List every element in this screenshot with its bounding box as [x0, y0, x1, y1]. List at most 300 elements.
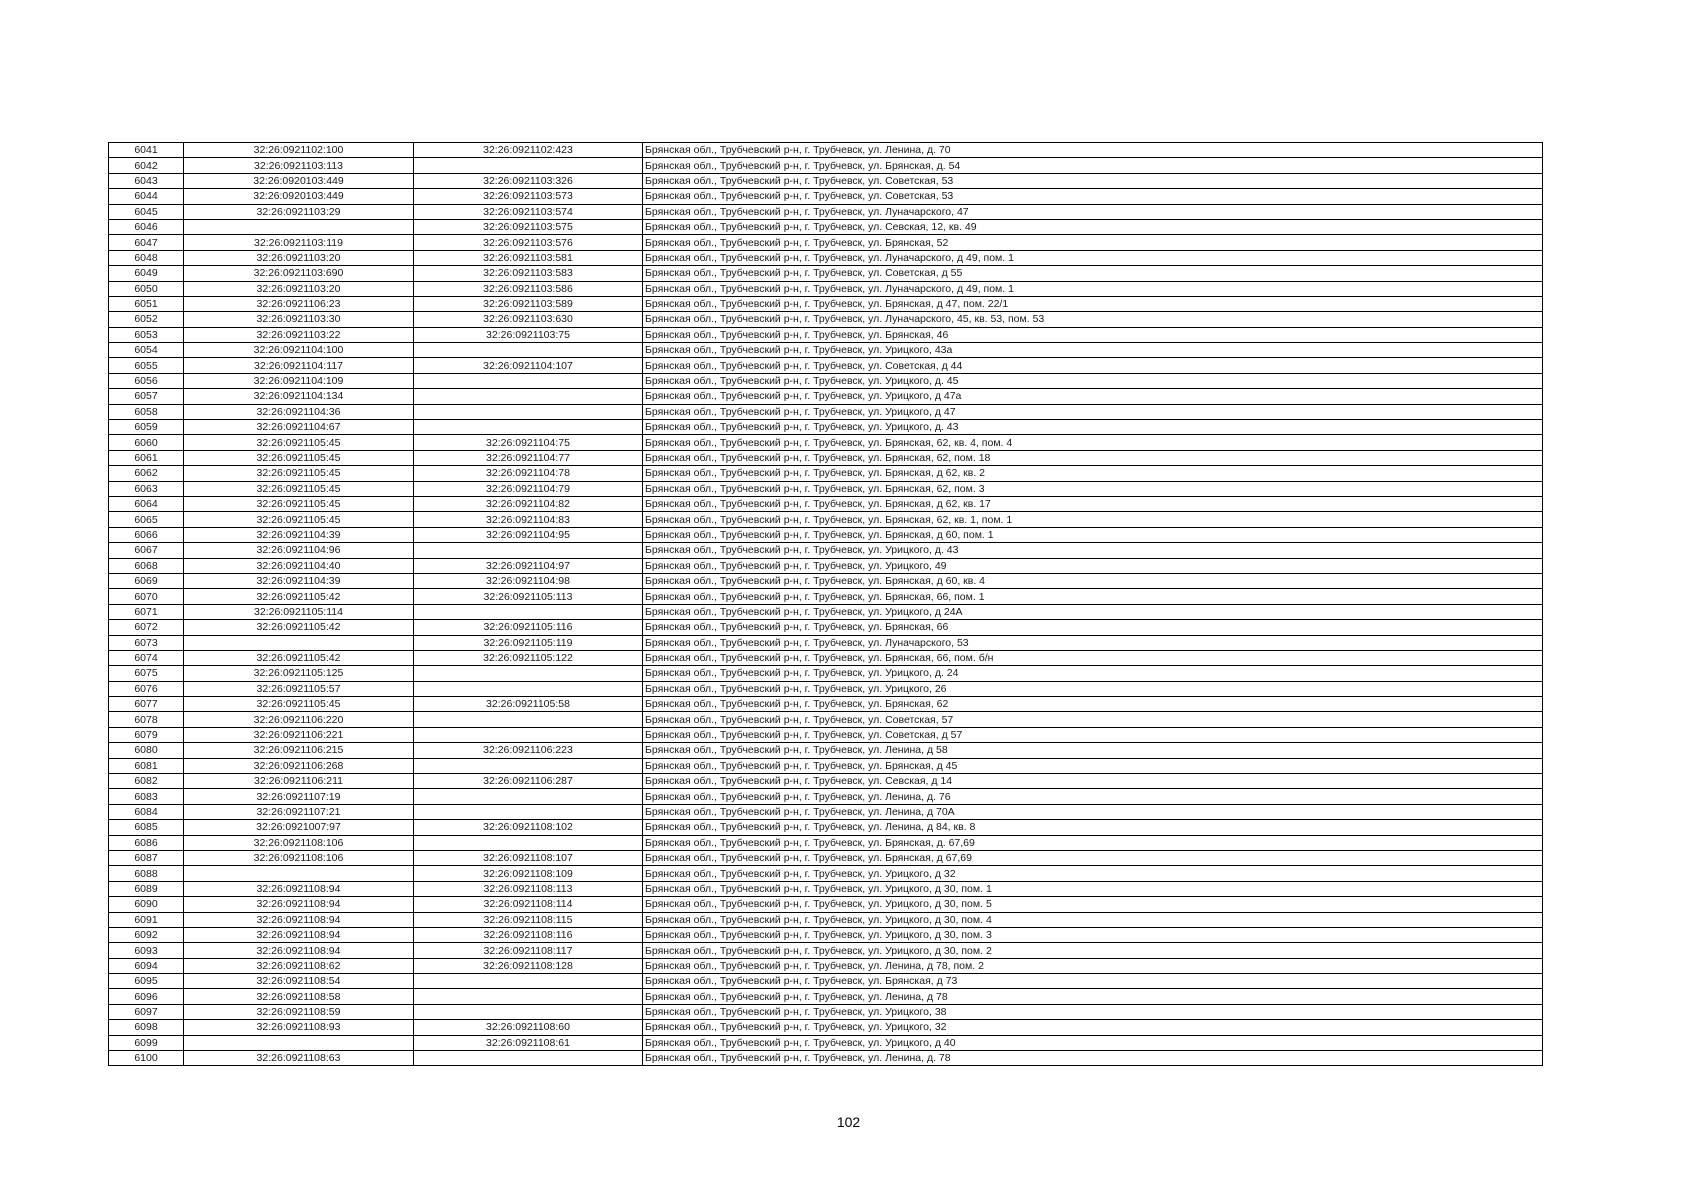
land-plot-cadastral-number-cell: 32:26:0921105:45: [184, 496, 414, 511]
building-cadastral-number-cell: [414, 789, 643, 804]
building-cadastral-number-cell: 32:26:0921108:113: [414, 881, 643, 896]
building-cadastral-number-cell: [414, 835, 643, 850]
table-row: [109, 666, 1543, 681]
building-cadastral-number-cell: 32:26:0921108:102: [414, 820, 643, 835]
address-cell: Брянская обл., Трубчевский р-н, г. Трубчевск, ул. Брянская, 46: [643, 327, 1543, 342]
row-number-cell: 6067: [109, 543, 184, 558]
address-cell: Брянская обл., Трубчевский р-н, г. Трубчевск, ул. Урицкого, 38: [643, 1004, 1543, 1019]
address-cell: Брянская обл., Трубчевский р-н, г. Трубчевск, ул. Брянская, 62, кв. 4, пом. 4: [643, 435, 1543, 450]
table-row: [109, 850, 1543, 865]
address-cell: Брянская обл., Трубчевский р-н, г. Трубчевск, ул. Брянская, 62: [643, 697, 1543, 712]
land-plot-cadastral-number-cell: 32:26:0921106:215: [184, 743, 414, 758]
land-plot-cadastral-number-cell: 32:26:0921105:114: [184, 604, 414, 619]
land-plot-cadastral-number-cell: 32:26:0921105:57: [184, 681, 414, 696]
address-cell: Брянская обл., Трубчевский р-н, г. Трубчевск, ул. Ленина, д 78: [643, 989, 1543, 1004]
row-number-cell: 6075: [109, 666, 184, 681]
row-number-cell: 6092: [109, 927, 184, 942]
land-plot-cadastral-number-cell: 32:26:0921105:42: [184, 589, 414, 604]
address-cell: Брянская обл., Трубчевский р-н, г. Трубчевск, ул. Ленина, д 84, кв. 8: [643, 820, 1543, 835]
row-number-cell: 6096: [109, 989, 184, 1004]
row-number-cell: 6094: [109, 958, 184, 973]
row-number-cell: 6043: [109, 173, 184, 188]
building-cadastral-number-cell: [414, 974, 643, 989]
row-number-cell: 6078: [109, 712, 184, 727]
table-row: [109, 420, 1543, 435]
table-row: [109, 866, 1543, 881]
address-cell: Брянская обл., Трубчевский р-н, г. Трубчевск, ул. Урицкого, 43а: [643, 343, 1543, 358]
table-row: [109, 389, 1543, 404]
address-cell: Брянская обл., Трубчевский р-н, г. Трубчевск, ул. Севская, 12, кв. 49: [643, 219, 1543, 234]
table-row: [109, 558, 1543, 573]
building-cadastral-number-cell: 32:26:0921104:83: [414, 512, 643, 527]
table-row: [109, 897, 1543, 912]
address-cell: Брянская обл., Трубчевский р-н, г. Трубчевск, ул. Урицкого, д 30, пом. 2: [643, 943, 1543, 958]
building-cadastral-number-cell: 32:26:0921108:107: [414, 850, 643, 865]
row-number-cell: 6047: [109, 235, 184, 250]
land-plot-cadastral-number-cell: 32:26:0921103:119: [184, 235, 414, 250]
land-plot-cadastral-number-cell: 32:26:0921105:125: [184, 666, 414, 681]
land-plot-cadastral-number-cell: 32:26:0921108:54: [184, 974, 414, 989]
land-plot-cadastral-number-cell: 32:26:0921104:40: [184, 558, 414, 573]
address-cell: Брянская обл., Трубчевский р-н, г. Трубчевск, ул. Брянская, д. 67,69: [643, 835, 1543, 850]
building-cadastral-number-cell: 32:26:0921108:115: [414, 912, 643, 927]
table-row: [109, 466, 1543, 481]
address-cell: Брянская обл., Трубчевский р-н, г. Трубчевск, ул. Ленина, д 70А: [643, 804, 1543, 819]
address-cell: Брянская обл., Трубчевский р-н, г. Трубчевск, ул. Брянская, 62, пом. 3: [643, 481, 1543, 496]
row-number-cell: 6057: [109, 389, 184, 404]
address-cell: Брянская обл., Трубчевский р-н, г. Трубчевск, ул. Урицкого, д 30, пом. 4: [643, 912, 1543, 927]
table-row: [109, 943, 1543, 958]
row-number-cell: 6053: [109, 327, 184, 342]
address-cell: Брянская обл., Трубчевский р-н, г. Трубчевск, ул. Советская, 57: [643, 712, 1543, 727]
building-cadastral-number-cell: 32:26:0921104:97: [414, 558, 643, 573]
land-plot-cadastral-number-cell: 32:26:0921108:106: [184, 835, 414, 850]
address-cell: Брянская обл., Трубчевский р-н, г. Трубчевск, ул. Брянская, д 47, пом. 22/1: [643, 296, 1543, 311]
table-row: [109, 527, 1543, 542]
row-number-cell: 6056: [109, 373, 184, 388]
land-plot-cadastral-number-cell: 32:26:0921105:45: [184, 466, 414, 481]
page-number: 102: [836, 1114, 861, 1130]
land-plot-cadastral-number-cell: 32:26:0921108:59: [184, 1004, 414, 1019]
building-cadastral-number-cell: 32:26:0921103:573: [414, 189, 643, 204]
building-cadastral-number-cell: [414, 158, 643, 173]
row-number-cell: 6082: [109, 774, 184, 789]
building-cadastral-number-cell: 32:26:0921106:287: [414, 774, 643, 789]
land-plot-cadastral-number-cell: 32:26:0921105:45: [184, 481, 414, 496]
table-row: [109, 327, 1543, 342]
row-number-cell: 6071: [109, 604, 184, 619]
row-number-cell: 6079: [109, 727, 184, 742]
row-number-cell: 6087: [109, 850, 184, 865]
address-cell: Брянская обл., Трубчевский р-н, г. Трубчевск, ул. Луначарского, 45, кв. 53, пом. 53: [643, 312, 1543, 327]
building-cadastral-number-cell: [414, 681, 643, 696]
land-plot-cadastral-number-cell: 32:26:0921103:20: [184, 250, 414, 265]
land-plot-cadastral-number-cell: 32:26:0921106:23: [184, 296, 414, 311]
row-number-cell: 6093: [109, 943, 184, 958]
table-row: [109, 481, 1543, 496]
row-number-cell: 6076: [109, 681, 184, 696]
table-row: [109, 496, 1543, 511]
row-number-cell: 6090: [109, 897, 184, 912]
row-number-cell: 6065: [109, 512, 184, 527]
address-cell: Брянская обл., Трубчевский р-н, г. Трубчевск, ул. Урицкого, д 32: [643, 866, 1543, 881]
address-cell: Брянская обл., Трубчевский р-н, г. Трубчевск, ул. Урицкого, д 30, пом. 5: [643, 897, 1543, 912]
address-cell: Брянская обл., Трубчевский р-н, г. Трубчевск, ул. Ленина, д. 70: [643, 143, 1543, 158]
row-number-cell: 6085: [109, 820, 184, 835]
table-row: [109, 312, 1543, 327]
land-plot-cadastral-number-cell: 32:26:0921108:58: [184, 989, 414, 1004]
address-cell: Брянская обл., Трубчевский р-н, г. Трубчевск, ул. Брянская, 66: [643, 620, 1543, 635]
table-row: [109, 158, 1543, 173]
building-cadastral-number-cell: 32:26:0921103:576: [414, 235, 643, 250]
building-cadastral-number-cell: 32:26:0921106:223: [414, 743, 643, 758]
table-row: [109, 804, 1543, 819]
land-plot-cadastral-number-cell: 32:26:0921104:117: [184, 358, 414, 373]
address-cell: Брянская обл., Трубчевский р-н, г. Трубчевск, ул. Луначарского, 47: [643, 204, 1543, 219]
table-row: [109, 281, 1543, 296]
land-plot-cadastral-number-cell: 32:26:0921108:94: [184, 927, 414, 942]
table-row: [109, 358, 1543, 373]
address-cell: Брянская обл., Трубчевский р-н, г. Трубчевск, ул. Советская, д 57: [643, 727, 1543, 742]
table-row: [109, 835, 1543, 850]
land-plot-cadastral-number-cell: 32:26:0921104:67: [184, 420, 414, 435]
building-cadastral-number-cell: 32:26:0921104:98: [414, 573, 643, 588]
land-plot-cadastral-number-cell: 32:26:0921108:63: [184, 1051, 414, 1066]
table-row: [109, 512, 1543, 527]
row-number-cell: 6068: [109, 558, 184, 573]
row-number-cell: 6100: [109, 1051, 184, 1066]
table-row: [109, 743, 1543, 758]
building-cadastral-number-cell: 32:26:0921103:583: [414, 266, 643, 281]
row-number-cell: 6083: [109, 789, 184, 804]
row-number-cell: 6088: [109, 866, 184, 881]
building-cadastral-number-cell: [414, 712, 643, 727]
building-cadastral-number-cell: [414, 804, 643, 819]
row-number-cell: 6042: [109, 158, 184, 173]
address-cell: Брянская обл., Трубчевский р-н, г. Трубчевск, ул. Брянская, д. 54: [643, 158, 1543, 173]
table-row: [109, 435, 1543, 450]
table-row: [109, 219, 1543, 234]
table-row: [109, 958, 1543, 973]
land-plot-cadastral-number-cell: 32:26:0921108:94: [184, 881, 414, 896]
table-row: [109, 650, 1543, 665]
building-cadastral-number-cell: 32:26:0921104:79: [414, 481, 643, 496]
address-cell: Брянская обл., Трубчевский р-н, г. Трубчевск, ул. Брянская, 66, пом. 1: [643, 589, 1543, 604]
building-cadastral-number-cell: 32:26:0921108:116: [414, 927, 643, 942]
land-plot-cadastral-number-cell: 32:26:0921103:29: [184, 204, 414, 219]
address-cell: Брянская обл., Трубчевский р-н, г. Трубчевск, ул. Брянская, д 60, пом. 1: [643, 527, 1543, 542]
row-number-cell: 6050: [109, 281, 184, 296]
land-plot-cadastral-number-cell: 32:26:0921106:268: [184, 758, 414, 773]
address-cell: Брянская обл., Трубчевский р-н, г. Трубчевск, ул. Урицкого, д 24А: [643, 604, 1543, 619]
row-number-cell: 6098: [109, 1020, 184, 1035]
building-cadastral-number-cell: 32:26:0921108:60: [414, 1020, 643, 1035]
row-number-cell: 6099: [109, 1035, 184, 1050]
building-cadastral-number-cell: 32:26:0921104:82: [414, 496, 643, 511]
land-plot-cadastral-number-cell: 32:26:0921104:36: [184, 404, 414, 419]
address-cell: Брянская обл., Трубчевский р-н, г. Трубчевск, ул. Урицкого, д 40: [643, 1035, 1543, 1050]
land-plot-cadastral-number-cell: 32:26:0921105:42: [184, 620, 414, 635]
building-cadastral-number-cell: 32:26:0921102:423: [414, 143, 643, 158]
table-row: [109, 681, 1543, 696]
row-number-cell: 6074: [109, 650, 184, 665]
land-plot-cadastral-number-cell: 32:26:0921104:100: [184, 343, 414, 358]
building-cadastral-number-cell: 32:26:0921103:574: [414, 204, 643, 219]
row-number-cell: 6066: [109, 527, 184, 542]
table-row: [109, 881, 1543, 896]
table-row: [109, 250, 1543, 265]
table-row: [109, 143, 1543, 158]
address-cell: Брянская обл., Трубчевский р-н, г. Трубчевск, ул. Советская, 53: [643, 173, 1543, 188]
table-row: [109, 189, 1543, 204]
row-number-cell: 6097: [109, 1004, 184, 1019]
table-row: [109, 1004, 1543, 1019]
building-cadastral-number-cell: 32:26:0921104:75: [414, 435, 643, 450]
building-cadastral-number-cell: 32:26:0921103:326: [414, 173, 643, 188]
table-row: [109, 620, 1543, 635]
table-row: [109, 604, 1543, 619]
table-row: [109, 204, 1543, 219]
land-plot-cadastral-number-cell: 32:26:0921007:97: [184, 820, 414, 835]
address-cell: Брянская обл., Трубчевский р-н, г. Трубчевск, ул. Брянская, д 62, кв. 17: [643, 496, 1543, 511]
row-number-cell: 6055: [109, 358, 184, 373]
table-row: [109, 404, 1543, 419]
address-cell: Брянская обл., Трубчевский р-н, г. Трубчевск, ул. Урицкого, д. 43: [643, 543, 1543, 558]
table-row: [109, 173, 1543, 188]
building-cadastral-number-cell: 32:26:0921105:58: [414, 697, 643, 712]
building-cadastral-number-cell: 32:26:0921108:114: [414, 897, 643, 912]
building-cadastral-number-cell: [414, 404, 643, 419]
land-plot-cadastral-number-cell: 32:26:0921104:39: [184, 573, 414, 588]
building-cadastral-number-cell: 32:26:0921108:61: [414, 1035, 643, 1050]
land-plot-cadastral-number-cell: 32:26:0920103:449: [184, 189, 414, 204]
address-cell: Брянская обл., Трубчевский р-н, г. Трубчевск, ул. Советская, д 44: [643, 358, 1543, 373]
building-cadastral-number-cell: 32:26:0921108:128: [414, 958, 643, 973]
building-cadastral-number-cell: [414, 1051, 643, 1066]
building-cadastral-number-cell: [414, 758, 643, 773]
building-cadastral-number-cell: 32:26:0921105:119: [414, 635, 643, 650]
land-plot-cadastral-number-cell: 32:26:0921103:20: [184, 281, 414, 296]
address-cell: Брянская обл., Трубчевский р-н, г. Трубчевск, ул. Брянская, 52: [643, 235, 1543, 250]
land-plot-cadastral-number-cell: [184, 219, 414, 234]
address-cell: Брянская обл., Трубчевский р-н, г. Трубчевск, ул. Брянская, д 67,69: [643, 850, 1543, 865]
address-cell: Брянская обл., Трубчевский р-н, г. Трубчевск, ул. Луначарского, 53: [643, 635, 1543, 650]
building-cadastral-number-cell: [414, 373, 643, 388]
building-cadastral-number-cell: 32:26:0921108:109: [414, 866, 643, 881]
building-cadastral-number-cell: 32:26:0921103:589: [414, 296, 643, 311]
land-plot-cadastral-number-cell: 32:26:0921108:93: [184, 1020, 414, 1035]
land-plot-cadastral-number-cell: 32:26:0921106:211: [184, 774, 414, 789]
row-number-cell: 6091: [109, 912, 184, 927]
building-cadastral-number-cell: 32:26:0921103:575: [414, 219, 643, 234]
row-number-cell: 6063: [109, 481, 184, 496]
address-cell: Брянская обл., Трубчевский р-н, г. Трубчевск, ул. Урицкого, 32: [643, 1020, 1543, 1035]
building-cadastral-number-cell: [414, 727, 643, 742]
table-row: [109, 573, 1543, 588]
land-plot-cadastral-number-cell: 32:26:0921105:45: [184, 512, 414, 527]
address-cell: Брянская обл., Трубчевский р-н, г. Трубчевск, ул. Урицкого, д 47: [643, 404, 1543, 419]
row-number-cell: 6070: [109, 589, 184, 604]
row-number-cell: 6059: [109, 420, 184, 435]
table-row: [109, 758, 1543, 773]
address-cell: Брянская обл., Трубчевский р-н, г. Трубчевск, ул. Урицкого, д. 45: [643, 373, 1543, 388]
table-row: [109, 296, 1543, 311]
address-cell: Брянская обл., Трубчевский р-н, г. Трубчевск, ул. Брянская, 66, пом. б/н: [643, 650, 1543, 665]
building-cadastral-number-cell: [414, 420, 643, 435]
row-number-cell: 6084: [109, 804, 184, 819]
land-plot-cadastral-number-cell: 32:26:0921108:94: [184, 943, 414, 958]
address-cell: Брянская обл., Трубчевский р-н, г. Трубчевск, ул. Советская, д 55: [643, 266, 1543, 281]
land-plot-cadastral-number-cell: [184, 866, 414, 881]
row-number-cell: 6072: [109, 620, 184, 635]
land-plot-cadastral-number-cell: 32:26:0921104:39: [184, 527, 414, 542]
table-row: [109, 343, 1543, 358]
table-row: [109, 1051, 1543, 1066]
table-row: [109, 543, 1543, 558]
row-number-cell: 6044: [109, 189, 184, 204]
table-row: [109, 820, 1543, 835]
land-plot-cadastral-number-cell: 32:26:0921106:220: [184, 712, 414, 727]
table-row: [109, 1020, 1543, 1035]
table-row: [109, 373, 1543, 388]
row-number-cell: 6062: [109, 466, 184, 481]
row-number-cell: 6089: [109, 881, 184, 896]
address-cell: Брянская обл., Трубчевский р-н, г. Трубчевск, ул. Ленина, д 58: [643, 743, 1543, 758]
address-cell: Брянская обл., Трубчевский р-н, г. Трубчевск, ул. Брянская, д 60, кв. 4: [643, 573, 1543, 588]
address-cell: Брянская обл., Трубчевский р-н, г. Трубчевск, ул. Севская, д 14: [643, 774, 1543, 789]
row-number-cell: 6081: [109, 758, 184, 773]
row-number-cell: 6041: [109, 143, 184, 158]
building-cadastral-number-cell: 32:26:0921103:75: [414, 327, 643, 342]
land-plot-cadastral-number-cell: [184, 635, 414, 650]
building-cadastral-number-cell: 32:26:0921105:122: [414, 650, 643, 665]
building-cadastral-number-cell: 32:26:0921105:113: [414, 589, 643, 604]
land-plot-cadastral-number-cell: 32:26:0921105:42: [184, 650, 414, 665]
table-row: [109, 712, 1543, 727]
land-plot-cadastral-number-cell: 32:26:0921105:45: [184, 450, 414, 465]
address-cell: Брянская обл., Трубчевский р-н, г. Трубчевск, ул. Урицкого, 26: [643, 681, 1543, 696]
row-number-cell: 6069: [109, 573, 184, 588]
building-cadastral-number-cell: [414, 666, 643, 681]
row-number-cell: 6048: [109, 250, 184, 265]
row-number-cell: 6058: [109, 404, 184, 419]
row-number-cell: 6073: [109, 635, 184, 650]
cadastral-register-table: [108, 142, 1543, 1066]
table-row: [109, 927, 1543, 942]
register-table-body: [109, 143, 1543, 1066]
row-number-cell: 6080: [109, 743, 184, 758]
row-number-cell: 6046: [109, 219, 184, 234]
land-plot-cadastral-number-cell: 32:26:0921107:21: [184, 804, 414, 819]
row-number-cell: 6051: [109, 296, 184, 311]
address-cell: Брянская обл., Трубчевский р-н, г. Трубчевск, ул. Урицкого, д 30, пом. 1: [643, 881, 1543, 896]
land-plot-cadastral-number-cell: 32:26:0921108:94: [184, 897, 414, 912]
land-plot-cadastral-number-cell: 32:26:0921104:134: [184, 389, 414, 404]
table-row: [109, 697, 1543, 712]
address-cell: Брянская обл., Трубчевский р-н, г. Трубчевск, ул. Брянская, 62, кв. 1, пом. 1: [643, 512, 1543, 527]
address-cell: Брянская обл., Трубчевский р-н, г. Трубчевск, ул. Луначарского, д 49, пом. 1: [643, 281, 1543, 296]
building-cadastral-number-cell: [414, 604, 643, 619]
table-row: [109, 774, 1543, 789]
building-cadastral-number-cell: 32:26:0921103:586: [414, 281, 643, 296]
row-number-cell: 6095: [109, 974, 184, 989]
building-cadastral-number-cell: 32:26:0921105:116: [414, 620, 643, 635]
land-plot-cadastral-number-cell: 32:26:0921108:62: [184, 958, 414, 973]
row-number-cell: 6086: [109, 835, 184, 850]
address-cell: Брянская обл., Трубчевский р-н, г. Трубчевск, ул. Брянская, д 62, кв. 2: [643, 466, 1543, 481]
address-cell: Брянская обл., Трубчевский р-н, г. Трубчевск, ул. Урицкого, д. 24: [643, 666, 1543, 681]
table-row: [109, 727, 1543, 742]
row-number-cell: 6052: [109, 312, 184, 327]
building-cadastral-number-cell: 32:26:0921108:117: [414, 943, 643, 958]
land-plot-cadastral-number-cell: 32:26:0921107:19: [184, 789, 414, 804]
building-cadastral-number-cell: [414, 1004, 643, 1019]
land-plot-cadastral-number-cell: 32:26:0921103:690: [184, 266, 414, 281]
table-row: [109, 789, 1543, 804]
table-row: [109, 266, 1543, 281]
building-cadastral-number-cell: [414, 989, 643, 1004]
land-plot-cadastral-number-cell: 32:26:0920103:449: [184, 173, 414, 188]
land-plot-cadastral-number-cell: 32:26:0921105:45: [184, 435, 414, 450]
table-row: [109, 450, 1543, 465]
address-cell: Брянская обл., Трубчевский р-н, г. Трубчевск, ул. Урицкого, 49: [643, 558, 1543, 573]
table-row: [109, 235, 1543, 250]
address-cell: Брянская обл., Трубчевский р-н, г. Трубчевск, ул. Ленина, д 78, пом. 2: [643, 958, 1543, 973]
row-number-cell: 6064: [109, 496, 184, 511]
table-row: [109, 989, 1543, 1004]
address-cell: Брянская обл., Трубчевский р-н, г. Трубчевск, ул. Урицкого, д. 43: [643, 420, 1543, 435]
table-row: [109, 974, 1543, 989]
address-cell: Брянская обл., Трубчевский р-н, г. Трубчевск, ул. Урицкого, д 30, пом. 3: [643, 927, 1543, 942]
address-cell: Брянская обл., Трубчевский р-н, г. Трубчевск, ул. Урицкого, д 47а: [643, 389, 1543, 404]
table-row: [109, 589, 1543, 604]
row-number-cell: 6060: [109, 435, 184, 450]
land-plot-cadastral-number-cell: 32:26:0921103:30: [184, 312, 414, 327]
land-plot-cadastral-number-cell: 32:26:0921104:96: [184, 543, 414, 558]
building-cadastral-number-cell: [414, 343, 643, 358]
address-cell: Брянская обл., Трубчевский р-н, г. Трубчевск, ул. Брянская, д 45: [643, 758, 1543, 773]
building-cadastral-number-cell: 32:26:0921104:78: [414, 466, 643, 481]
building-cadastral-number-cell: 32:26:0921104:95: [414, 527, 643, 542]
address-cell: Брянская обл., Трубчевский р-н, г. Трубчевск, ул. Брянская, д 73: [643, 974, 1543, 989]
table-row: [109, 912, 1543, 927]
row-number-cell: 6061: [109, 450, 184, 465]
building-cadastral-number-cell: [414, 389, 643, 404]
address-cell: Брянская обл., Трубчевский р-н, г. Трубчевск, ул. Брянская, 62, пом. 18: [643, 450, 1543, 465]
land-plot-cadastral-number-cell: 32:26:0921106:221: [184, 727, 414, 742]
land-plot-cadastral-number-cell: 32:26:0921108:94: [184, 912, 414, 927]
address-cell: Брянская обл., Трубчевский р-н, г. Трубчевск, ул. Советская, 53: [643, 189, 1543, 204]
row-number-cell: 6077: [109, 697, 184, 712]
building-cadastral-number-cell: 32:26:0921103:630: [414, 312, 643, 327]
land-plot-cadastral-number-cell: 32:26:0921103:22: [184, 327, 414, 342]
table-row: [109, 635, 1543, 650]
row-number-cell: 6054: [109, 343, 184, 358]
address-cell: Брянская обл., Трубчевский р-н, г. Трубчевск, ул. Ленина, д. 76: [643, 789, 1543, 804]
land-plot-cadastral-number-cell: 32:26:0921105:45: [184, 697, 414, 712]
address-cell: Брянская обл., Трубчевский р-н, г. Трубчевск, ул. Ленина, д. 78: [643, 1051, 1543, 1066]
land-plot-cadastral-number-cell: 32:26:0921104:109: [184, 373, 414, 388]
building-cadastral-number-cell: 32:26:0921103:581: [414, 250, 643, 265]
row-number-cell: 6049: [109, 266, 184, 281]
land-plot-cadastral-number-cell: 32:26:0921103:113: [184, 158, 414, 173]
table-row: [109, 1035, 1543, 1050]
row-number-cell: 6045: [109, 204, 184, 219]
land-plot-cadastral-number-cell: [184, 1035, 414, 1050]
address-cell: Брянская обл., Трубчевский р-н, г. Трубчевск, ул. Луначарского, д 49, пом. 1: [643, 250, 1543, 265]
land-plot-cadastral-number-cell: 32:26:0921102:100: [184, 143, 414, 158]
building-cadastral-number-cell: [414, 543, 643, 558]
